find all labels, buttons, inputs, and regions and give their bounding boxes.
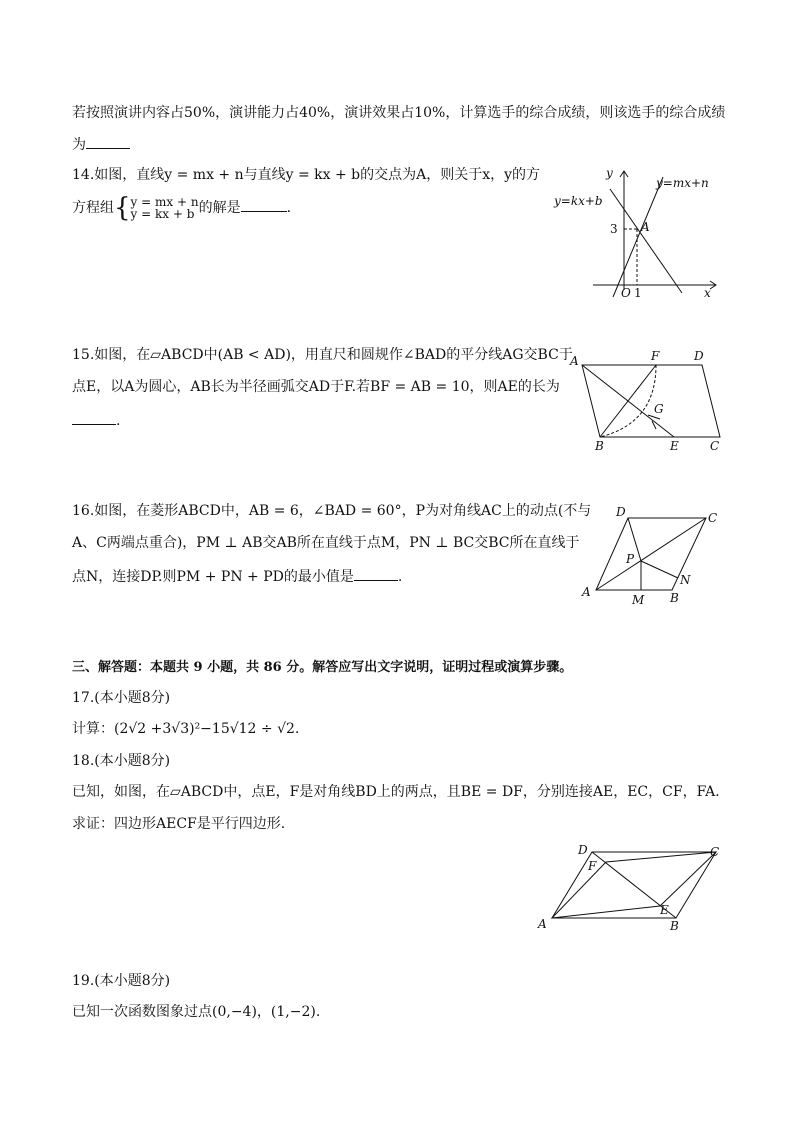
label-C: C [710, 845, 720, 859]
q18-header: 18.(本小题8分) [72, 753, 171, 769]
q16-line3-text: 点N，连接DP.则PM + PN + PD的最小值是 [72, 569, 354, 585]
q19-body: 已知一次函数图象过点(0,−4)，(1,−2). [72, 1004, 321, 1020]
label-origin: O [621, 286, 631, 300]
label-one: 1 [634, 286, 642, 300]
label-A: A [641, 220, 650, 234]
label-D: D [616, 505, 626, 519]
q16-line3 [72, 566, 402, 586]
answer-blank[interactable] [241, 197, 287, 212]
answer-blank[interactable] [354, 566, 398, 581]
q16-line2: A、C两端点重合)，PM ⊥ AB交AB所在直线于点M，PN ⊥ BC交BC所在直线于 [72, 535, 580, 551]
label-B: B [595, 439, 604, 453]
q14-end: . [286, 200, 292, 216]
brace-symbol: { [114, 193, 131, 223]
q14-figure [548, 165, 728, 300]
q18-line1: 已知，如图，在▱ABCD中，点E，F是对角线BD上的两点，且BE = DF，分别连接AE，EC，CF，FA. [72, 784, 720, 800]
system-eq2: y = kx + b [130, 207, 195, 221]
label-C: C [710, 439, 720, 453]
label-A: A [538, 917, 547, 931]
label-x: x [704, 286, 711, 300]
label-F: F [588, 859, 597, 873]
parallelogram-ABCD [582, 365, 720, 437]
q18-figure [530, 840, 730, 935]
answer-blank[interactable] [72, 410, 116, 425]
q14-suffix: 的解是 [198, 200, 241, 216]
label-D: D [578, 843, 588, 857]
label-E: E [670, 439, 679, 453]
q15-line1: 15.如图，在▱ABCD中(AB < AD)，用直尺和圆规作∠BAD的平分线AG交BC于 [72, 347, 573, 363]
line-mx-n [613, 177, 663, 297]
q15-line2: 点E，以A为圆心，AB长为半径画弧交AD于F.若BF = AB = 10，则AE的长为 [72, 379, 560, 395]
label-line-mx-n: y=mx+n [656, 176, 709, 190]
label-y: y [606, 166, 613, 180]
equation-system [131, 196, 199, 220]
label-C: C [708, 511, 718, 525]
label-G: G [654, 402, 664, 416]
q14-line2 [72, 193, 292, 223]
system-eq1: y = mx + n [130, 195, 199, 209]
q17-header: 17.(本小题8分) [72, 690, 171, 706]
q15-line3 [72, 410, 120, 430]
label-E: E [660, 903, 669, 917]
q16-figure [574, 504, 734, 609]
q13-line2 [72, 134, 130, 154]
label-P: P [626, 552, 635, 566]
label-F: F [651, 349, 660, 363]
label-N: N [680, 573, 691, 587]
answer-blank[interactable] [86, 134, 130, 149]
label-A: A [570, 354, 579, 368]
q15-end: . [116, 413, 121, 429]
q17-body: 计算：(2√2 +3√3)²−15√12 ÷ √2. [72, 721, 300, 737]
q13-line2-text: 为 [72, 137, 86, 153]
label-three: 3 [610, 222, 618, 236]
segment-PN [641, 561, 678, 578]
q19-header: 19.(本小题8分) [72, 973, 171, 989]
label-B: B [670, 591, 679, 605]
section3-heading: 三、解答题：本题共 9 小题，共 86 分。解答应写出文字说明，证明过程或演算步骤。 [72, 660, 573, 675]
q16-end: . [397, 569, 403, 585]
label-M: M [632, 593, 645, 607]
label-A: A [582, 585, 591, 599]
q15-figure [564, 345, 734, 455]
q16-line1: 16.如图，在菱形ABCD中，AB = 6，∠BAD = 60°，P为对角线AC上的动点(不与 [72, 503, 592, 519]
label-line-kx-b: y=kx+b [554, 194, 603, 208]
q18-line2: 求证：四边形AECF是平行四边形. [72, 816, 286, 832]
q13-line1: 若按照演讲内容占50%，演讲能力占40%，演讲效果占10%，计算选手的综合成绩，则该选手的综合成绩 [72, 105, 726, 121]
q14-prefix: 方程组 [72, 200, 114, 216]
q14-line1: 14.如图，直线y = mx + n与直线y = kx + b的交点为A，则关于x，y的方 [72, 167, 541, 183]
segment-AE [582, 365, 674, 437]
label-B: B [670, 919, 679, 933]
label-D: D [694, 349, 704, 363]
